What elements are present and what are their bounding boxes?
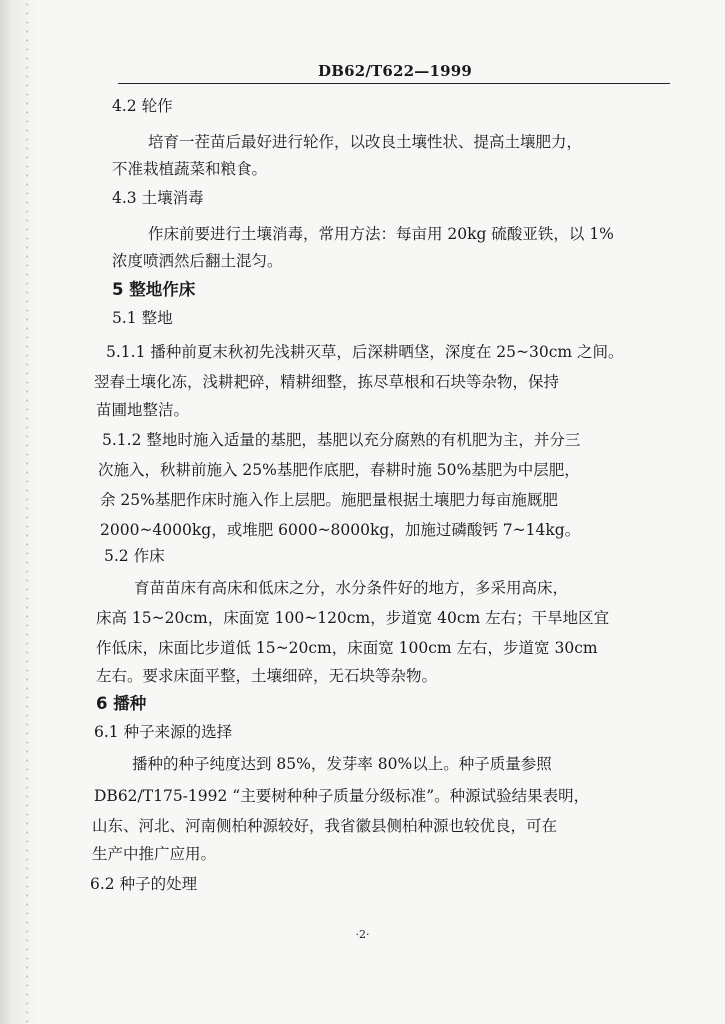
paragraph-line: 苗圃地整洁。 [96, 401, 190, 419]
paragraph-line: 播种的种子纯度达到 85%，发芽率 80%以上。种子质量参照 [132, 755, 552, 773]
paragraph-line: 山东、河北、河南侧柏种源较好，我省徽县侧柏种源也较优良，可在 [92, 817, 558, 835]
paragraph-line: 床高 15~20cm，床面宽 100~120cm，步道宽 40cm 左右；干旱地区宜 [96, 609, 610, 627]
heading-5-1: 5.1 整地 [112, 309, 173, 327]
heading-section-5: 5 整地作床 [112, 280, 196, 299]
paragraph-line: 生产中推广应用。 [92, 845, 217, 863]
page-number: ·2· [355, 928, 370, 941]
header-rule [118, 83, 670, 84]
paragraph-line: 余 25%基肥作床时施入作上层肥。施肥量根据土壤肥力每亩施厩肥 [100, 491, 558, 509]
paragraph-line: 育苗苗床有高床和低床之分，水分条件好的地方，多采用高床， [134, 579, 569, 597]
paragraph-line: 5.1.2 整地时施入适量的基肥，基肥以充分腐熟的有机肥为主，并分三 [102, 431, 581, 449]
paragraph-line: 5.1.1 播种前夏末秋初先浅耕灭草，后深耕晒垡，深度在 25~30cm 之间。 [106, 343, 624, 361]
heading-4-3: 4.3 土壤消毒 [112, 189, 204, 207]
paragraph-line: 2000~4000kg，或堆肥 6000~8000kg，加施过磷酸钙 7~14kg。 [100, 521, 581, 539]
paragraph-line: 左右。要求床面平整，土壤细碎，无石块等杂物。 [96, 667, 438, 685]
heading-section-6: 6 播种 [96, 694, 147, 713]
paragraph-line: 浓度喷洒然后翻土混匀。 [112, 252, 283, 270]
paragraph-line: 次施入，秋耕前施入 25%基肥作底肥，春耕时施 50%基肥为中层肥， [98, 461, 580, 479]
paragraph-line: 培育一茬苗后最好进行轮作，以改良土壤性状、提高土壤肥力， [148, 133, 583, 151]
heading-6-2: 6.2 种子的处理 [90, 875, 198, 893]
paragraph-line: 作低床，床面比步道低 15~20cm，床面宽 100cm 左右，步道宽 30cm [96, 639, 598, 657]
heading-5-2: 5.2 作床 [104, 547, 165, 565]
standard-code-header: DB62/T622—1999 [318, 62, 473, 80]
heading-6-1: 6.1 种子来源的选择 [94, 723, 233, 741]
paragraph-line: 不准栽植蔬菜和粮食。 [112, 160, 268, 178]
paragraph-line: 翌春土壤化冻，浅耕耙碎，精耕细整，拣尽草根和石块等杂物，保持 [94, 373, 560, 391]
paragraph-line: DB62/T175-1992 “主要树种种子质量分级标准”。种源试验结果表明， [94, 787, 590, 805]
heading-4-2: 4.2 轮作 [112, 97, 173, 115]
paragraph-line: 作床前要进行土壤消毒，常用方法：每亩用 20kg 硫酸亚铁，以 1% [148, 225, 614, 243]
